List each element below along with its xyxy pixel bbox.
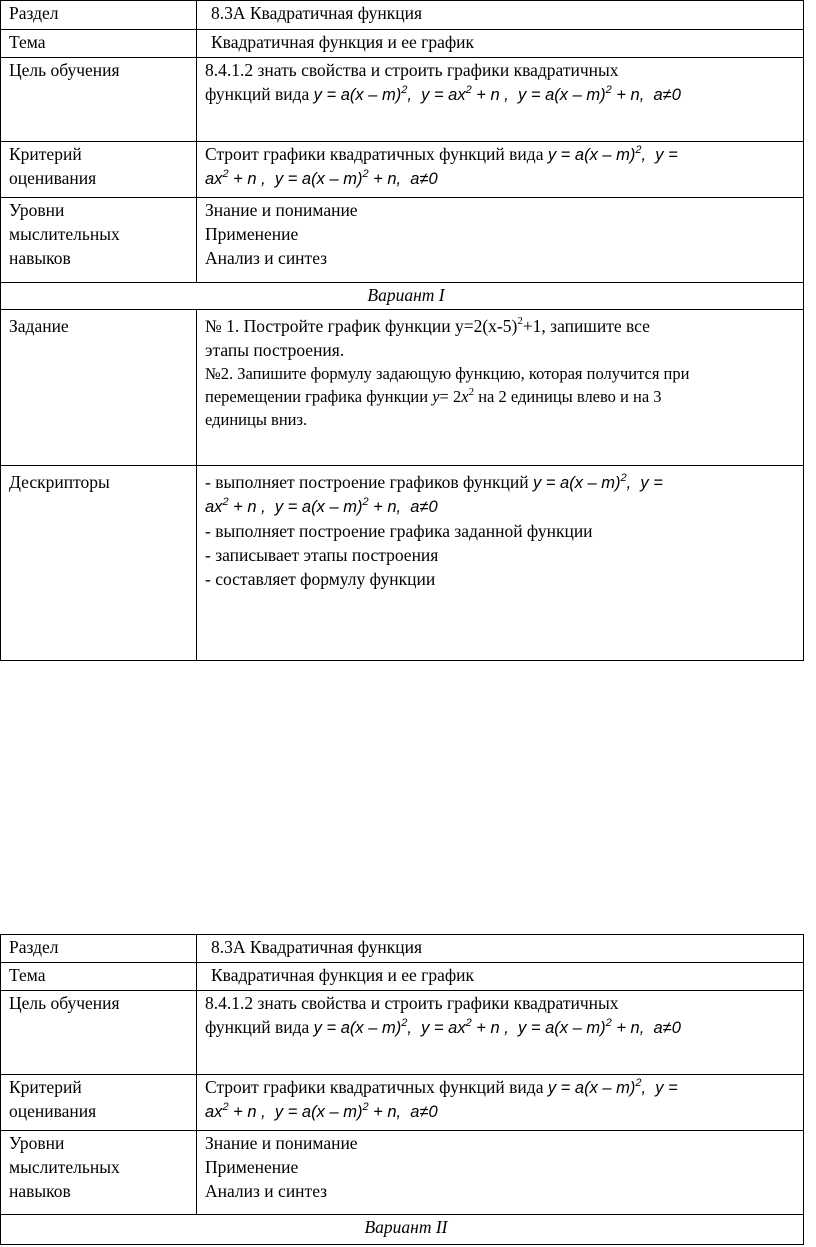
section-value: 8.3А Квадратичная функция bbox=[197, 1, 804, 30]
variant-row bbox=[1, 283, 804, 310]
criterion-row bbox=[1, 1075, 804, 1131]
levels-label: Уровни мыслительных навыков bbox=[1, 198, 197, 283]
goal-cell bbox=[197, 991, 804, 1075]
level-knowledge: Знание и понимание bbox=[205, 200, 358, 220]
topic-value: Квадратичная функция и ее график bbox=[197, 963, 804, 991]
descriptor-2: - выполняет построение графика заданной функции bbox=[205, 521, 593, 541]
section-label: Раздел bbox=[1, 1, 197, 30]
levels-cell bbox=[197, 1131, 804, 1215]
levels-cell bbox=[197, 198, 804, 283]
level-analysis: Анализ и синтез bbox=[205, 1181, 328, 1201]
level-knowledge: Знание и понимание bbox=[205, 1133, 358, 1153]
goal-text-line-1: 8.4.1.2 знать свойства и строить графики квадратичных bbox=[205, 60, 619, 80]
section-value: 8.3А Квадратичная функция bbox=[197, 935, 804, 963]
criterion-cell: Строит графики квадратичных функций вида y = a(x – m)$^2$, y = $ax^2 + n$ , y = a(x – m)$^2$ + n, a≠0 bbox=[197, 1075, 804, 1131]
goal-text-line-2: функций вида y = a(x – m)$^2$, $y = ax^2 + n$ , y = a(x – m)$^2$ + n, a≠0 bbox=[205, 1016, 681, 1037]
topic-label: Тема bbox=[1, 963, 197, 991]
descriptors-label: Дескрипторы bbox=[1, 466, 197, 661]
topic-row bbox=[1, 963, 804, 991]
criterion-label: Критерий оценивания bbox=[1, 142, 197, 198]
levels-label: Уровни мыслительных навыков bbox=[1, 1131, 197, 1215]
descriptors-cell: - выполняет построение графиков функций y = a(x – m)$^2$, y = $ax^2 + n$ , y = a(x – m)$^2$ + n, a≠0 - выполняет построение графика заданной функции - записывает этапы построения - составляет формулу функции bbox=[197, 466, 804, 661]
goal-label: Цель обучения bbox=[1, 58, 197, 142]
topic-label: Тема bbox=[1, 30, 197, 58]
task-row bbox=[1, 310, 804, 466]
task-2-line-2: перемещении графика функции $y= 2x^2$ на 2 единицы влево и на 3 bbox=[205, 385, 662, 406]
levels-row bbox=[1, 1131, 804, 1215]
task-1-line-2: этапы построения. bbox=[205, 340, 345, 360]
task-2-line-1: №2. Запишите формулу задающую функцию, которая получится при bbox=[205, 364, 690, 383]
variant-row bbox=[1, 1215, 804, 1245]
level-analysis: Анализ и синтез bbox=[205, 248, 328, 268]
criterion-text: Строит графики квадратичных функций вида bbox=[205, 1077, 544, 1097]
descriptor-1: - выполняет построение графиков функций y = a(x – m)$^2$, y = bbox=[205, 471, 663, 492]
topic-row bbox=[1, 30, 804, 58]
criterion-text: Строит графики квадратичных функций вида bbox=[205, 144, 544, 164]
task-2-line-3: единицы вниз. bbox=[205, 410, 308, 429]
section-label: Раздел bbox=[1, 935, 197, 963]
task-label: Задание bbox=[1, 310, 197, 466]
section-row bbox=[1, 935, 804, 963]
descriptor-3: - записывает этапы построения bbox=[205, 545, 439, 565]
descriptor-4: - составляет формулу функции bbox=[205, 569, 436, 589]
task-1-line-1: № 1. Постройте график функции $y=2(x-5)^2+1$, запишите все bbox=[205, 315, 650, 336]
goal-label: Цель обучения bbox=[1, 991, 197, 1075]
level-application: Применение bbox=[205, 1157, 299, 1177]
goal-text-line-2: функций вида y = a(x – m)$^2$, $y = ax^2 + n$ , y = a(x – m)$^2$ + n, a≠0 bbox=[205, 83, 681, 104]
goal-text-line-1: 8.4.1.2 знать свойства и строить графики квадратичных bbox=[205, 993, 619, 1013]
goal-cell bbox=[197, 58, 804, 142]
level-application: Применение bbox=[205, 224, 299, 244]
task-cell bbox=[197, 310, 804, 466]
topic-value: Квадратичная функция и ее график bbox=[197, 30, 804, 58]
goal-row bbox=[1, 991, 804, 1075]
assessment-table-variant-2 bbox=[0, 934, 804, 1245]
variant-title: Вариант I bbox=[1, 283, 804, 310]
criterion-cell: Строит графики квадратичных функций вида y = a(x – m)$^2$, y = $ax^2 + n$ , y = a(x – m)$^2$ + n, a≠0 bbox=[197, 142, 804, 198]
goal-row bbox=[1, 58, 804, 142]
criterion-label: Критерий оценивания bbox=[1, 1075, 197, 1131]
criterion-row bbox=[1, 142, 804, 198]
descriptors-row bbox=[1, 466, 804, 661]
section-row bbox=[1, 1, 804, 30]
variant-title: Вариант II bbox=[1, 1215, 804, 1245]
levels-row bbox=[1, 198, 804, 283]
